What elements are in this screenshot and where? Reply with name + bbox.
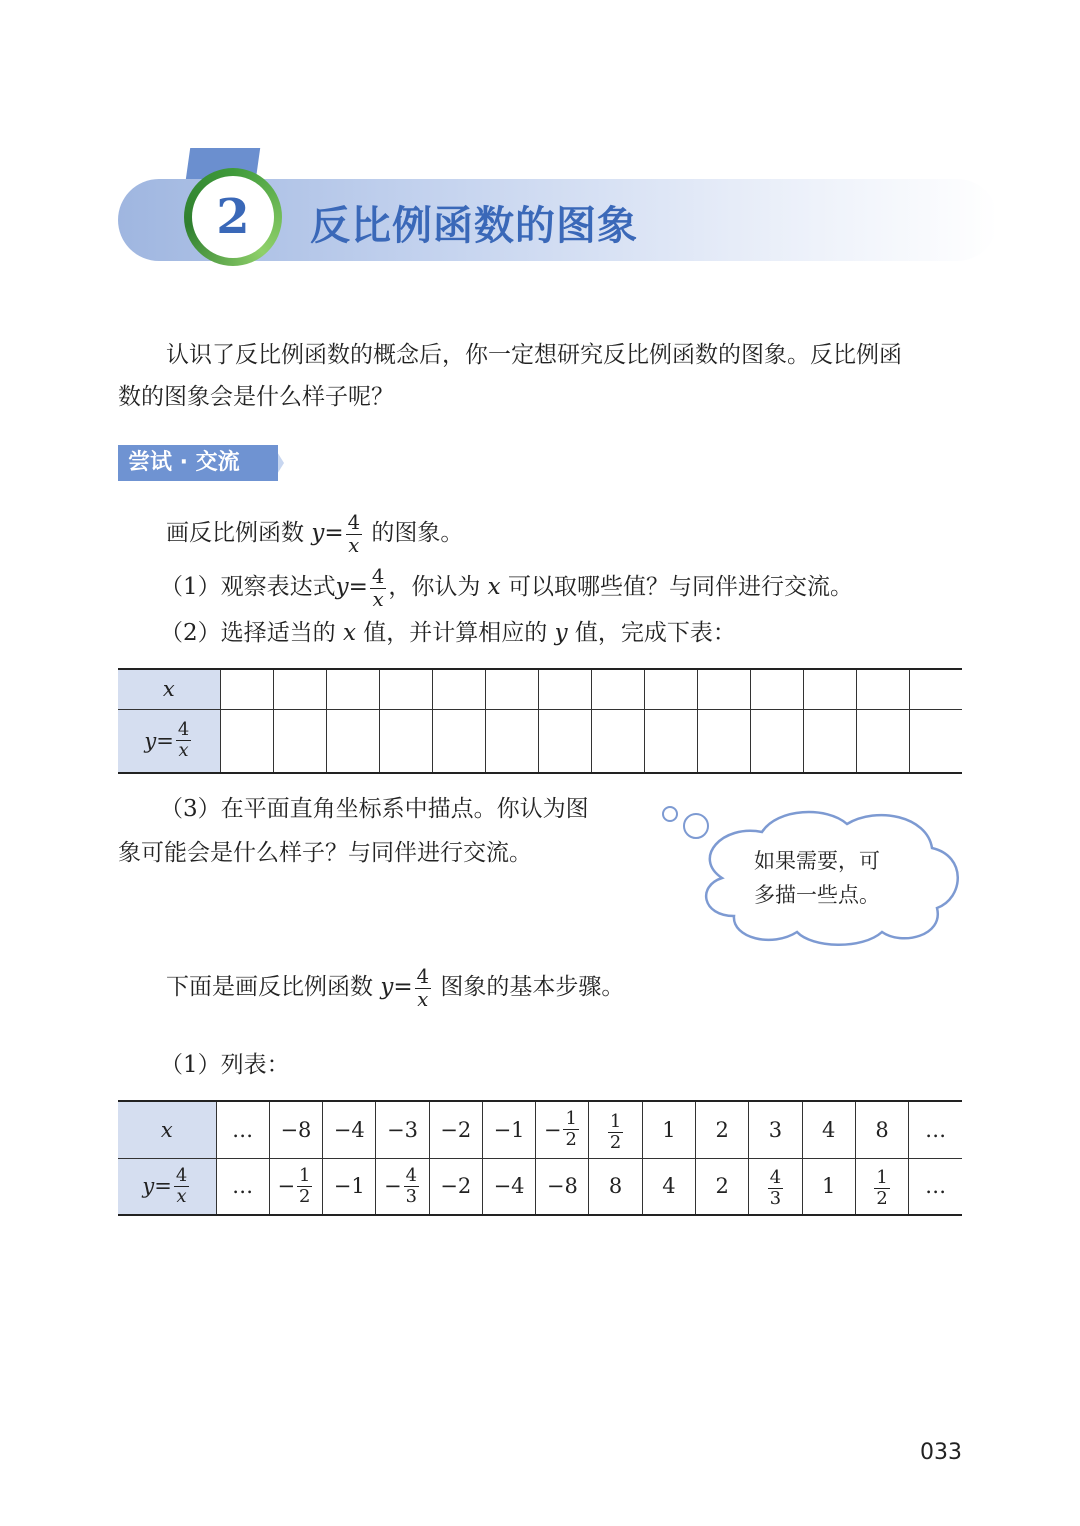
table-cell xyxy=(749,1158,802,1215)
table-cell-empty xyxy=(326,709,379,773)
sign: − xyxy=(543,1117,562,1142)
cell-value: 8 xyxy=(875,1117,889,1142)
table-cell-empty xyxy=(538,669,591,709)
table-cell xyxy=(749,1101,802,1158)
table-cell-empty xyxy=(750,669,803,709)
table-cell xyxy=(269,1101,322,1158)
numerator: 4 xyxy=(416,964,430,988)
section-number: 2 xyxy=(216,189,250,245)
table-header-x xyxy=(118,1101,216,1158)
table-cell-empty xyxy=(803,709,856,773)
cell-value: 8 xyxy=(608,1174,623,1199)
step-1-label: （1）列表： xyxy=(160,1052,290,1078)
table-cell xyxy=(855,1101,908,1158)
section-number-badge xyxy=(192,176,274,258)
numerator: 1 xyxy=(876,1167,888,1189)
table-cell-empty xyxy=(591,669,644,709)
cell-value: 2 xyxy=(715,1174,729,1199)
task-line-1 xyxy=(166,512,463,555)
cell-fraction xyxy=(277,1164,314,1207)
numerator: 4 xyxy=(769,1167,782,1189)
equals: = xyxy=(156,728,174,753)
q1-text: 可以取哪些值？与同伴进行交流。 xyxy=(507,574,853,600)
table-cell-empty xyxy=(803,669,856,709)
cell-fraction xyxy=(766,1169,785,1208)
var-y: y xyxy=(142,1174,155,1199)
sign: − xyxy=(277,1174,296,1199)
var-y: y xyxy=(554,620,568,646)
var-y: y xyxy=(144,728,157,753)
cell-value: … xyxy=(925,1117,947,1142)
table-cell-empty xyxy=(379,669,432,709)
table-header-x xyxy=(118,669,220,709)
table-cell-empty xyxy=(909,709,962,773)
cell-value: −2 xyxy=(440,1174,472,1199)
fraction-4-over-x xyxy=(415,964,431,1011)
table-row xyxy=(118,709,962,773)
table-cell xyxy=(855,1158,908,1215)
table-cell-empty xyxy=(273,669,326,709)
table-row xyxy=(118,1101,962,1158)
table-header-y xyxy=(118,1158,216,1215)
table-cell xyxy=(376,1101,429,1158)
table-cell xyxy=(696,1158,749,1215)
table-cell xyxy=(589,1101,642,1158)
table-cell xyxy=(802,1158,855,1215)
task-text: 画反比例函数 xyxy=(166,520,304,546)
numerator: 4 xyxy=(405,1164,417,1186)
table-cell-empty xyxy=(485,669,538,709)
var-x: x xyxy=(162,677,175,702)
question-3-line-1: （3）在平面直角坐标系中描点。你认为图 xyxy=(160,796,589,822)
table-cell xyxy=(429,1101,482,1158)
table-cell xyxy=(429,1158,482,1215)
table-cell-empty xyxy=(379,709,432,773)
equals: = xyxy=(348,574,368,600)
table-cell-empty xyxy=(856,709,909,773)
numerator: 4 xyxy=(175,1164,188,1186)
bubble-dot-small xyxy=(663,807,677,821)
cell-value: 3 xyxy=(768,1117,783,1142)
var-y: y xyxy=(335,574,349,600)
question-3-line-2: 象可能会是什么样子？与同伴进行交流。 xyxy=(118,840,532,866)
bubble-dot-large xyxy=(684,814,708,838)
var-y: y xyxy=(380,974,394,1000)
var-x: x xyxy=(487,574,501,600)
table-cell-empty xyxy=(220,709,273,773)
cell-value: 4 xyxy=(662,1174,676,1199)
cell-value: −8 xyxy=(280,1117,312,1142)
equals: = xyxy=(324,520,344,546)
denominator: 3 xyxy=(405,1185,417,1207)
cell-value: −3 xyxy=(387,1117,418,1142)
intro-line-1: 认识了反比例函数的概念后，你一定想研究反比例函数的图象。反比例函 xyxy=(166,342,902,368)
table-cell-empty xyxy=(697,709,750,773)
intro-line-2: 数的图象会是什么样子呢？ xyxy=(118,384,394,410)
table-cell xyxy=(696,1101,749,1158)
table-cell-empty xyxy=(432,669,485,709)
steps-text: 下面是画反比例函数 xyxy=(166,974,373,1000)
table-cell-empty xyxy=(220,669,273,709)
table-row xyxy=(118,669,962,709)
value-table xyxy=(118,1100,962,1216)
cell-fraction xyxy=(384,1164,421,1207)
numerator: 1 xyxy=(299,1164,311,1186)
table-header-y xyxy=(118,709,220,773)
table-cell xyxy=(323,1158,376,1215)
numerator: 1 xyxy=(565,1108,577,1130)
cell-fraction xyxy=(872,1169,891,1208)
table-cell-empty xyxy=(591,709,644,773)
numerator: 1 xyxy=(609,1110,622,1132)
denominator: 2 xyxy=(609,1131,622,1153)
q2-text: 值，并计算相应的 xyxy=(363,620,548,646)
section-title: 反比例函数的图象 xyxy=(310,202,638,249)
table-cell-empty xyxy=(856,669,909,709)
bubble-line-2: 多描一些点。 xyxy=(754,883,880,907)
numerator: 4 xyxy=(371,564,385,588)
cell-value: 4 xyxy=(822,1117,836,1142)
q1-text: ，你认为 xyxy=(388,574,481,600)
denominator: x xyxy=(176,1185,187,1207)
question-1 xyxy=(160,566,853,609)
equals: = xyxy=(393,974,413,1000)
steps-text: 图象的基本步骤。 xyxy=(440,974,625,1000)
numerator: 4 xyxy=(177,719,190,741)
cell-value: −1 xyxy=(333,1174,365,1199)
table-cell xyxy=(482,1158,535,1215)
empty-value-table xyxy=(118,668,962,774)
cell-value: −2 xyxy=(440,1117,472,1142)
cell-value: … xyxy=(232,1117,254,1142)
table-cell xyxy=(482,1101,535,1158)
cell-value: … xyxy=(232,1174,254,1199)
fraction-4-over-x xyxy=(346,510,362,557)
table-cell xyxy=(536,1101,589,1158)
table-cell xyxy=(589,1158,642,1215)
denominator: x xyxy=(348,533,360,557)
table-cell-empty xyxy=(432,709,485,773)
equals: = xyxy=(154,1174,172,1199)
table-cell-empty xyxy=(273,709,326,773)
table-cell-empty xyxy=(909,669,962,709)
task-text: 的图象。 xyxy=(371,520,464,546)
table-cell xyxy=(216,1101,269,1158)
var-x: x xyxy=(160,1117,173,1142)
denominator: x xyxy=(372,587,384,611)
fraction-4-over-x xyxy=(370,564,386,611)
steps-intro xyxy=(166,966,624,1009)
table-cell-empty xyxy=(697,669,750,709)
table-cell xyxy=(909,1101,962,1158)
table-cell xyxy=(642,1158,695,1215)
table-row xyxy=(118,1158,962,1215)
cell-value: −8 xyxy=(546,1174,578,1199)
cell-value: −4 xyxy=(493,1174,525,1199)
var-y: y xyxy=(311,520,325,546)
sign: − xyxy=(384,1174,402,1199)
numerator: 4 xyxy=(347,510,361,534)
table-cell xyxy=(269,1158,322,1215)
table-cell xyxy=(802,1101,855,1158)
table-cell-empty xyxy=(485,709,538,773)
bubble-line-1: 如果需要，可 xyxy=(754,849,880,873)
table-cell xyxy=(376,1158,429,1215)
denominator: x xyxy=(178,740,189,762)
question-2 xyxy=(160,612,736,654)
q2-text: 值，完成下表： xyxy=(574,620,736,646)
table-cell-empty xyxy=(326,669,379,709)
page-number: 033 xyxy=(920,1440,962,1465)
var-x: x xyxy=(342,620,356,646)
q2-text: （2）选择适当的 xyxy=(160,620,336,646)
cell-value: −4 xyxy=(333,1117,365,1142)
cell-fraction xyxy=(606,1110,625,1153)
table-cell xyxy=(909,1158,962,1215)
cell-value: 1 xyxy=(662,1117,676,1142)
denominator: 2 xyxy=(876,1188,888,1210)
denominator: 2 xyxy=(299,1185,311,1207)
denominator: x xyxy=(417,987,429,1011)
table-cell xyxy=(323,1101,376,1158)
table-cell-empty xyxy=(538,709,591,773)
try-discuss-badge: 尝试 · 交流 xyxy=(118,445,278,481)
cell-value: 1 xyxy=(822,1174,836,1199)
table-cell xyxy=(536,1158,589,1215)
table-cell-empty xyxy=(644,669,697,709)
table-cell xyxy=(216,1158,269,1215)
bubble-text xyxy=(754,844,880,912)
denominator: 3 xyxy=(769,1188,782,1210)
denominator: 2 xyxy=(565,1129,577,1151)
cell-value: … xyxy=(925,1174,947,1199)
cell-fraction xyxy=(544,1110,581,1149)
cell-value: 2 xyxy=(715,1117,729,1142)
q1-text: （1）观察表达式 xyxy=(160,574,336,600)
cell-value: −1 xyxy=(493,1117,525,1142)
table-cell-empty xyxy=(750,709,803,773)
table-cell xyxy=(642,1101,695,1158)
table-cell-empty xyxy=(644,709,697,773)
